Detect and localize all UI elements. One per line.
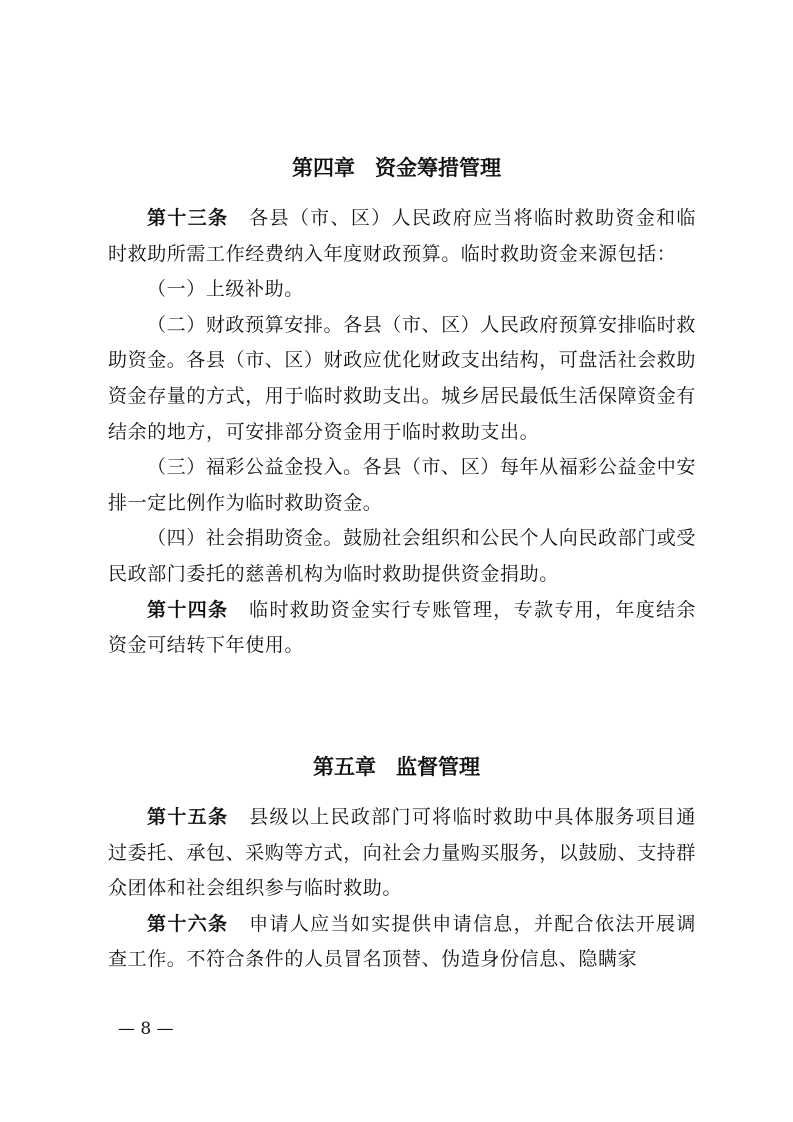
article-13-number: 第十三条 [147, 207, 229, 229]
article-13-item-3 [108, 450, 696, 521]
article-13-item-1 [108, 272, 696, 308]
article-15 [108, 800, 696, 907]
article-13-item-2 [108, 308, 696, 450]
article-14-number: 第十四条 [147, 598, 229, 621]
article-13-item-4 [108, 521, 696, 592]
chapter-5-heading [0, 752, 793, 782]
chapter-4-body [108, 201, 696, 664]
item-4-text: （四）社会捐助资金。鼓励社会组织和公民个人向民政部门或受民政部门委托的慈善机构为临时救助提供资金捐助。 [108, 527, 696, 585]
article-16 [108, 907, 696, 978]
chapter-5-number: 第五章 [313, 754, 376, 779]
item-3-text: （三）福彩公益金投入。各县（市、区）每年从福彩公益金中安排一定比例作为临时救助资金。 [108, 456, 696, 514]
chapter-4-title: 资金筹措管理 [375, 155, 501, 180]
chapter-5-body [108, 800, 696, 978]
article-14-text: 临时救助资金实行专账管理，专款专用，年度结余资金可结转下年使用。 [108, 598, 696, 657]
chapter-4-number: 第四章 [292, 155, 355, 180]
item-1-text: （一）上级补助。 [147, 278, 304, 301]
chapter-4-heading [0, 153, 793, 183]
article-16-number: 第十六条 [147, 912, 229, 935]
article-16-text: 申请人应当如实提供申请信息，并配合依法开展调查工作。不符合条件的人员冒名顶替、伪造身份信息、隐瞒家 [108, 912, 696, 971]
article-15-number: 第十五条 [147, 806, 229, 828]
item-2-text: （二）财政预算安排。各县（市、区）人民政府预算安排临时救助资金。各县（市、区）财政应优化财政支出结构，可盘活社会救助资金存量的方式，用于临时救助支出。城乡居民最低生活保障资金有结余的地方，可安排部分资金用于临时救助支出。 [108, 313, 697, 443]
chapter-5-title: 监督管理 [396, 754, 480, 779]
article-15-text: 县级以上民政部门可将临时救助中具体服务项目通过委托、承包、采购等方式，向社会力量购买服务，以鼓励、支持群众团体和社会组织参与临时救助。 [108, 806, 697, 900]
page-number: — 8 — [118, 1019, 174, 1039]
article-14 [108, 593, 696, 664]
article-13 [108, 201, 696, 272]
article-13-text: 各县（市、区）人民政府应当将临时救助资金和临时救助所需工作经费纳入年度财政预算。临时救助资金来源包括： [108, 207, 696, 265]
